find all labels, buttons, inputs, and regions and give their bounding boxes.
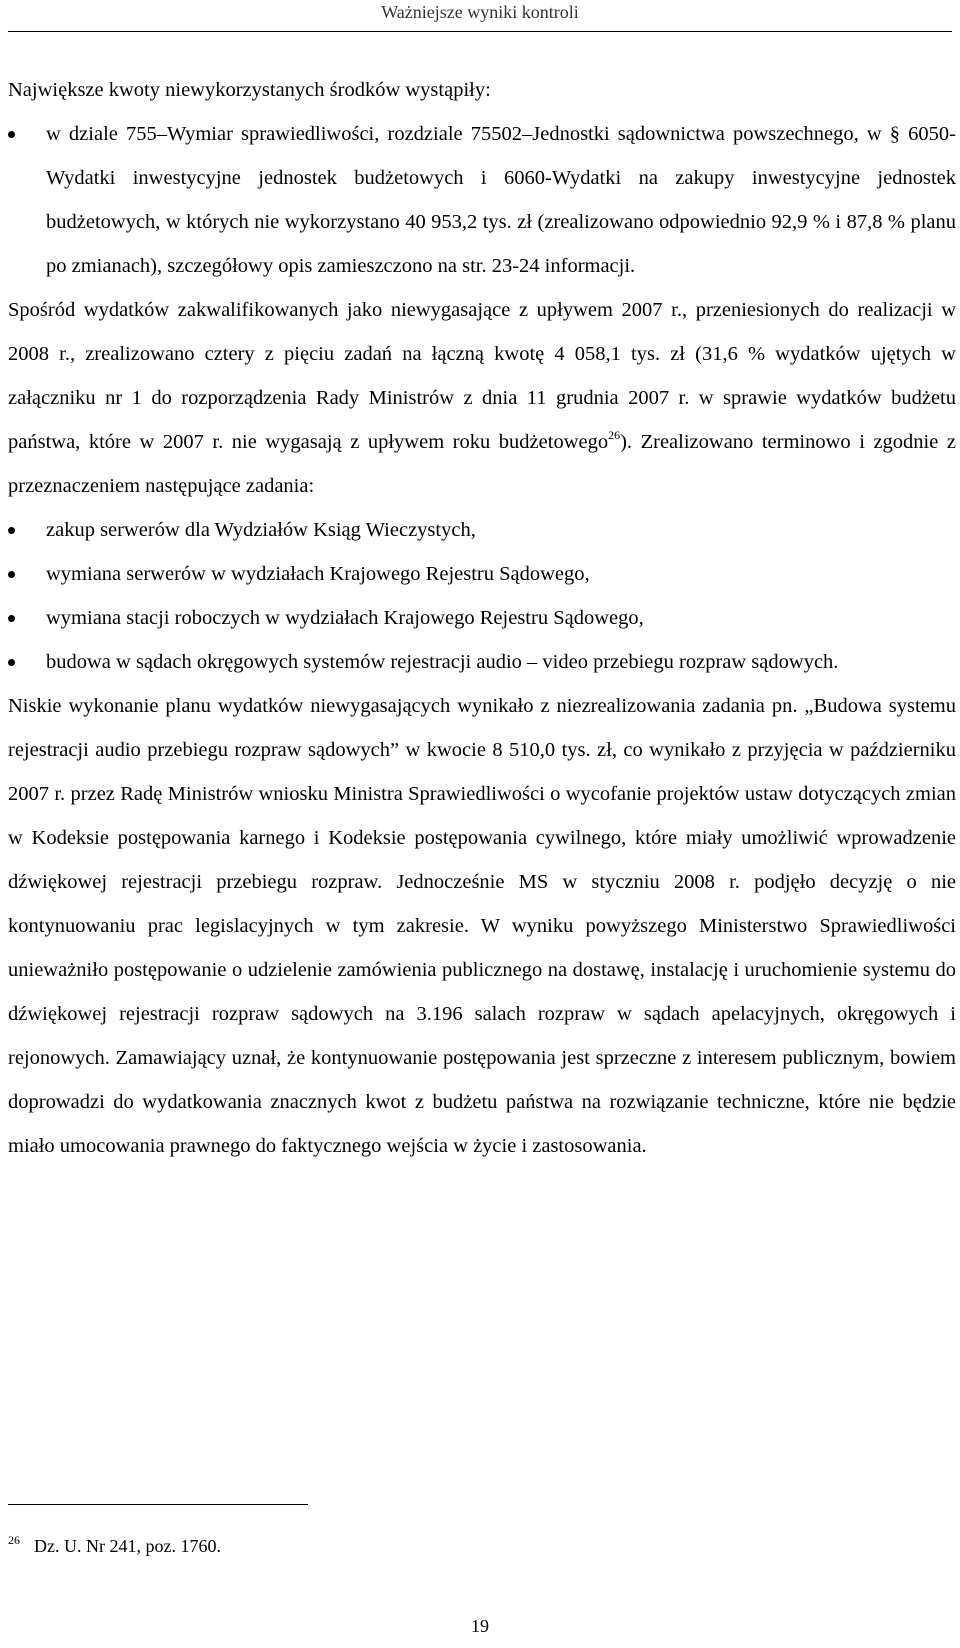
list-item-text: wymiana stacji roboczych w wydziałach Krajowego Rejestru Sądowego, — [46, 607, 644, 629]
list-item — [8, 596, 956, 640]
footnote — [8, 1528, 221, 1558]
list-item — [8, 552, 956, 596]
running-header — [8, 0, 952, 32]
list-item-text: wymiana serwerów w wydziałach Krajowego Rejestru Sądowego, — [46, 563, 590, 585]
list-item-text: budowa w sądach okręgowych systemów rejestracji audio – video przebiegu rozpraw sądowych. — [46, 651, 839, 673]
paragraph-low-execution: Niskie wykonanie planu wydatków niewygasających wynikało z niezrealizowania zadania pn. „Budowa systemu rejestracji audio przebiegu rozpraw sądowych” w kwocie 8 510,0 tys. zł, co wynikało z przyjęcia w październiku 2007 r. przez Radę Ministrów wniosku Ministra Sprawiedliwości o wycofanie projektów ustaw dotyczących zmian w Kodeksie postępowania karnego i Kodeksie postępowania cywilnego, które miały umożliwić wprowadzenie dźwiękowej rejestracji przebiegu rozpraw. Jednocześnie MS w styczniu 2008 r. podjęło decyzję o nie kontynuowaniu prac legislacyjnych w tym zakresie. W wyniku powyższego Ministerstwo Sprawiedliwości unieważniło postępowanie o udzielenie zamówienia publicznego na dostawę, instalację i uruchomienie systemu do dźwiękowej rejestracji rozpraw sądowych na 3.196 salach rozpraw w sądach apelacyjnych, okręgowych i rejonowych. Zamawiający uznał, że kontynuowanie postępowania jest sprzeczne z interesem publicznym, bowiem doprowadzi do wydatkowania znacznych kwot z budżetu państwa na rozwiązanie techniczne, które nie będzie miało umocowania prawnego do faktycznego wejścia w życie i zastosowania. — [8, 695, 956, 1157]
intro-paragraph: Największe kwoty niewykorzystanych środków wystąpiły: — [8, 79, 491, 101]
list-item — [8, 508, 956, 552]
paragraph-text: Spośród wydatków zakwalifikowanych jako niewygasające z upływem 2007 r., przeniesionych do realizacji w 2008 r., zrealizowano cztery z pięciu zadań na łączną kwotę 4 058,1 tys. zł (31,6 % wydatków ujętych w załączniku nr 1 do rozporządzenia Rady Ministrów z dnia 11 grudnia 2007 r. w sprawie wydatków budżetu państwa, które w 2007 r. nie wygasają z upływem roku budżetowego — [8, 299, 956, 453]
list-item-text: w dziale 755–Wymiar sprawiedliwości, rozdziale 75502–Jednostki sądownictwa powszechnego, w § 6050-Wydatki inwestycyjne jednostek budżetowych i 6060-Wydatki na zakupy inwestycyjne jednostek budżetowych, w których nie wykorzystano 40 953,2 tys. zł (zrealizowano odpowiednio 92,9 % i 87,8 % planu po zmianach), szczegółowy opis zamieszczono na str. 23-24 informacji. — [46, 123, 956, 277]
bullet-icon — [8, 571, 15, 578]
page-number: 19 — [471, 1616, 489, 1636]
bullet-icon — [8, 527, 15, 534]
bullet-list-2 — [8, 508, 956, 684]
footnote-text: Dz. U. Nr 241, poz. 1760. — [34, 1536, 221, 1556]
list-item — [8, 640, 956, 684]
bullet-icon — [8, 659, 15, 666]
footnote-number: 26 — [8, 1533, 20, 1547]
header-title: Ważniejsze wyniki kontroli — [381, 2, 579, 22]
paragraph-text-continued: ). Zrealizowano terminowo i zgodnie z przeznaczeniem następujące zadania: — [8, 431, 956, 497]
list-item-text: zakup serwerów dla Wydziałów Ksiąg Wieczystych, — [46, 519, 476, 541]
paragraph-expenditures — [8, 288, 956, 508]
footnote-reference[interactable]: 26 — [608, 428, 621, 442]
bullet-icon — [8, 131, 15, 138]
main-content — [8, 68, 956, 1168]
bullet-list-1 — [8, 112, 956, 288]
list-item — [8, 112, 956, 288]
footnote-separator — [8, 1504, 308, 1505]
bullet-icon — [8, 615, 15, 622]
